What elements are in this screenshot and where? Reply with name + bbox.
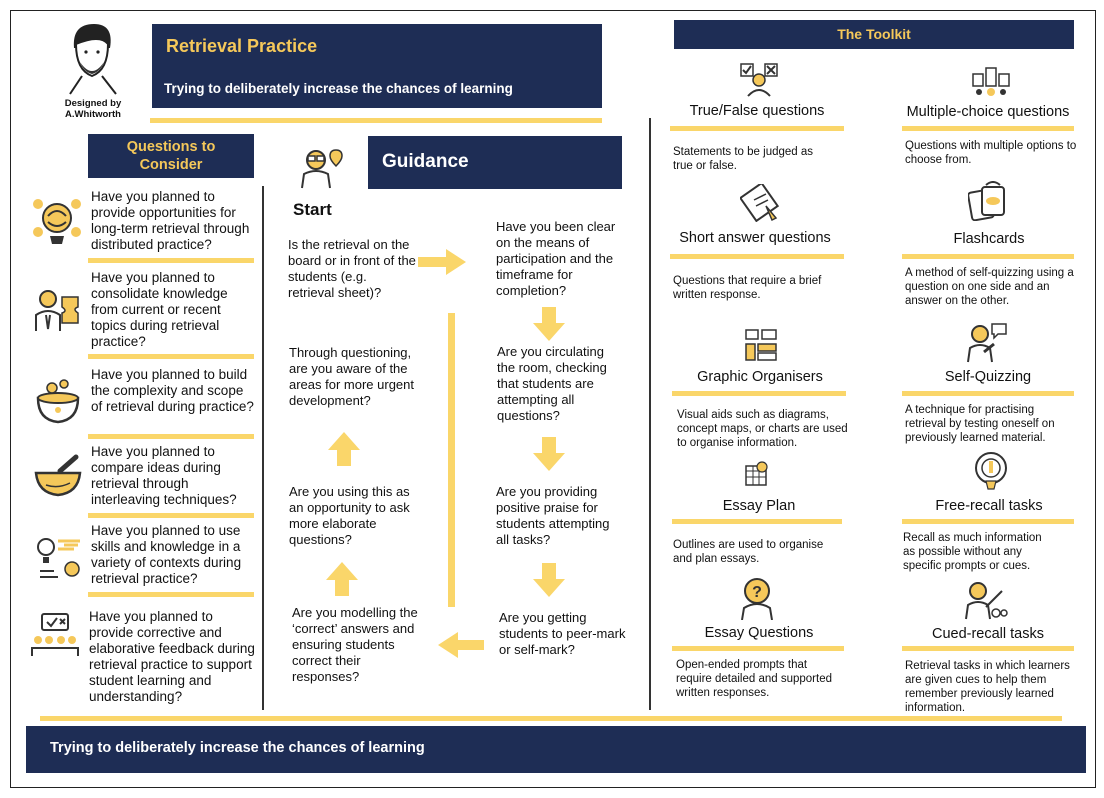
- svg-text:?: ?: [752, 584, 762, 601]
- guidance-step-8: Through questioning, are you aware of the areas for more urgent development?: [289, 345, 415, 408]
- question-separator-4: [88, 592, 254, 597]
- toolkit-underline-3: [902, 254, 1074, 259]
- toolkit-icon-2: [740, 184, 780, 222]
- guidance-step-1: Is the retrieval on the board or in front of the students (e.g. retrieval sheet)?: [288, 237, 416, 300]
- essay-plan-icon: [744, 461, 770, 487]
- toolkit-desc-5: A technique for practising retrieval by testing oneself on previously learned material.: [905, 404, 1055, 444]
- toolkit-icon-4: [744, 328, 778, 362]
- question-item-2: Have you planned to build the complexity and scope of retrieval during practice?: [91, 367, 254, 414]
- guidance-heading: [368, 136, 622, 189]
- toolkit-title-9: Cued-recall tasks: [931, 626, 1044, 642]
- toolkit-underline-1: [902, 126, 1074, 131]
- toolkit-title-4: Graphic Organisers: [697, 369, 823, 385]
- toolkit-underline-5: [902, 391, 1074, 396]
- arrow-down-1: [533, 307, 565, 341]
- brain-gears-icon: [30, 192, 84, 246]
- toolkit-title-7: Free-recall tasks: [935, 498, 1043, 514]
- guidance-step-6: Are you modelling the ‘correct’ answers and ensuring students correct their responses?: [292, 605, 418, 684]
- true-false-icon: [740, 60, 778, 98]
- page-subtitle: Trying to deliberately increase the chances of learning: [164, 81, 513, 96]
- question-item-0: Have you planned to provide opportunities for long-term retrieval through distributed practice?: [91, 189, 250, 252]
- question-separator-0: [88, 258, 254, 263]
- header-banner: [152, 24, 602, 108]
- question-icon-3: [32, 453, 84, 499]
- free-recall-icon: [974, 451, 1008, 491]
- question-item-1: Have you planned to consolidate knowledge from current or recent topics during retrieval practice?: [91, 270, 228, 349]
- toolkit-desc-3: A method of self-quizzing using a question on one side and an answer on the other.: [905, 267, 1074, 307]
- toolkit-icon-5: [964, 322, 1008, 364]
- toolkit-desc-1: Questions with multiple options to choose from.: [905, 140, 1077, 166]
- guidance-step-5: Are you getting students to peer-mark or self-mark?: [499, 610, 626, 657]
- question-icon-2: [32, 376, 84, 426]
- questions-heading: [88, 134, 254, 178]
- arrow-up-1: [326, 562, 358, 596]
- questions-heading-line1: Questions to: [126, 139, 216, 155]
- portrait-icon: [60, 18, 124, 98]
- guidance-divider: [448, 313, 455, 607]
- toolkit-underline-6: [672, 519, 842, 524]
- toolkit-underline-4: [672, 391, 846, 396]
- toolkit-desc-2: Questions that require a brief written response.: [673, 275, 822, 301]
- toolkit-title-2: Short answer questions: [679, 230, 831, 246]
- question-item-4: Have you planned to use skills and knowledge in a variety of contexts during retrieval practice?: [91, 523, 242, 586]
- short-answer-icon: [740, 184, 780, 222]
- graphic-organiser-icon: [744, 328, 778, 362]
- toolkit-title-8: Essay Questions: [704, 625, 814, 641]
- lightbulb-skills-icon: [34, 533, 84, 581]
- question-icon-1: [32, 285, 82, 335]
- toolkit-title-5: Self-Quizzing: [944, 369, 1032, 385]
- divider-left: [262, 186, 264, 710]
- page-title: Retrieval Practice: [166, 36, 318, 56]
- toolkit-desc-8: Open-ended prompts that require detailed and supported written responses.: [676, 659, 833, 699]
- toolkit-desc-0: Statements to be judged as true or false.: [673, 146, 814, 172]
- question-icon-0: [30, 192, 84, 246]
- toolkit-title-6: Essay Plan: [722, 498, 796, 514]
- toolkit-underline-9: [902, 646, 1074, 651]
- question-separator-1: [88, 354, 254, 359]
- question-separator-3: [88, 513, 254, 518]
- guidance-start: Start: [293, 200, 332, 219]
- guidance-step-2: Have you been clear on the means of participation and the timeframe for completion?: [496, 219, 616, 298]
- toolkit-title-0: True/False questions: [689, 103, 825, 119]
- question-item-3: Have you planned to compare ideas during retrieval through interleaving techniques?: [91, 444, 237, 507]
- toolkit-desc-9: Retrieval tasks in which learners are given cues to help them remember previously learned information.: [905, 660, 1070, 714]
- toolkit-icon-7: [974, 451, 1008, 491]
- author-credit: [54, 98, 132, 120]
- guidance-step-3: Are you circulating the room, checking that students are attempting all questions?: [497, 344, 607, 423]
- question-icon-4: [34, 533, 84, 581]
- arrow-left: [438, 632, 484, 658]
- toolkit-underline-0: [670, 126, 844, 131]
- person-puzzle-icon: [32, 285, 82, 335]
- question-icon-5: [30, 612, 80, 658]
- self-quizzing-icon: [964, 322, 1008, 364]
- toolkit-desc-7: Recall as much information as possible without any specific prompts or cues.: [903, 532, 1042, 572]
- arrow-right: [418, 249, 466, 275]
- author-portrait: [60, 18, 124, 98]
- toolkit-title-3: Flashcards: [953, 231, 1025, 247]
- guidance-step-4: Are you providing positive praise for students attempting all tasks?: [496, 484, 610, 547]
- questions-heading-line2: Consider: [139, 157, 203, 173]
- toolkit-heading: [674, 20, 1074, 49]
- toolkit-heading-label: The Toolkit: [837, 26, 911, 42]
- toolkit-underline-2: [670, 254, 844, 259]
- cued-recall-icon: [964, 581, 1008, 621]
- divider-right: [649, 118, 651, 710]
- question-item-5: Have you planned to provide corrective and elaborative feedback during retrieval practice to support student learning and understanding?: [89, 609, 255, 704]
- mortar-pestle-icon: [32, 453, 84, 499]
- toolkit-underline-7: [902, 519, 1074, 524]
- toolkit-underline-8: [672, 646, 844, 651]
- toolkit-desc-4: Visual aids such as diagrams, concept maps, or charts are used to organise information.: [677, 409, 848, 449]
- toolkit-icon-0: [740, 60, 778, 98]
- guidance-icon: [298, 146, 344, 190]
- arrow-up-2: [328, 432, 360, 466]
- toolkit-icon-6: [744, 461, 770, 487]
- flashcards-icon: [968, 181, 1006, 221]
- toolkit-icon-8: [738, 578, 776, 620]
- footer-text: Trying to deliberately increase the chances of learning: [50, 740, 425, 756]
- arrow-down-2: [533, 437, 565, 471]
- toolkit-icon-1: [970, 64, 1012, 98]
- author-line1: Designed by: [64, 98, 122, 109]
- guidance-step-7: Are you using this as an opportunity to ask more elaborate questions?: [289, 484, 410, 547]
- toolkit-title-1: Multiple-choice questions: [906, 104, 1070, 120]
- guidance-heading-label: Guidance: [382, 151, 469, 172]
- essay-questions-icon: [738, 578, 776, 620]
- header-underline: [150, 118, 602, 123]
- toolkit-icon-3: [968, 181, 1006, 221]
- arrow-down-3: [533, 563, 565, 597]
- multiple-choice-icon: [970, 64, 1012, 98]
- footer-banner: [26, 726, 1086, 773]
- feedback-group-icon: [30, 612, 80, 658]
- question-separator-2: [88, 434, 254, 439]
- toolkit-desc-6: Outlines are used to organise and plan essays.: [673, 539, 824, 565]
- cauldron-icon: [32, 376, 84, 426]
- toolkit-icon-9: [964, 581, 1008, 621]
- footer-topline: [40, 716, 1062, 721]
- author-line2: A.Whitworth: [65, 109, 121, 120]
- teacher-guidance-icon: [298, 146, 344, 190]
